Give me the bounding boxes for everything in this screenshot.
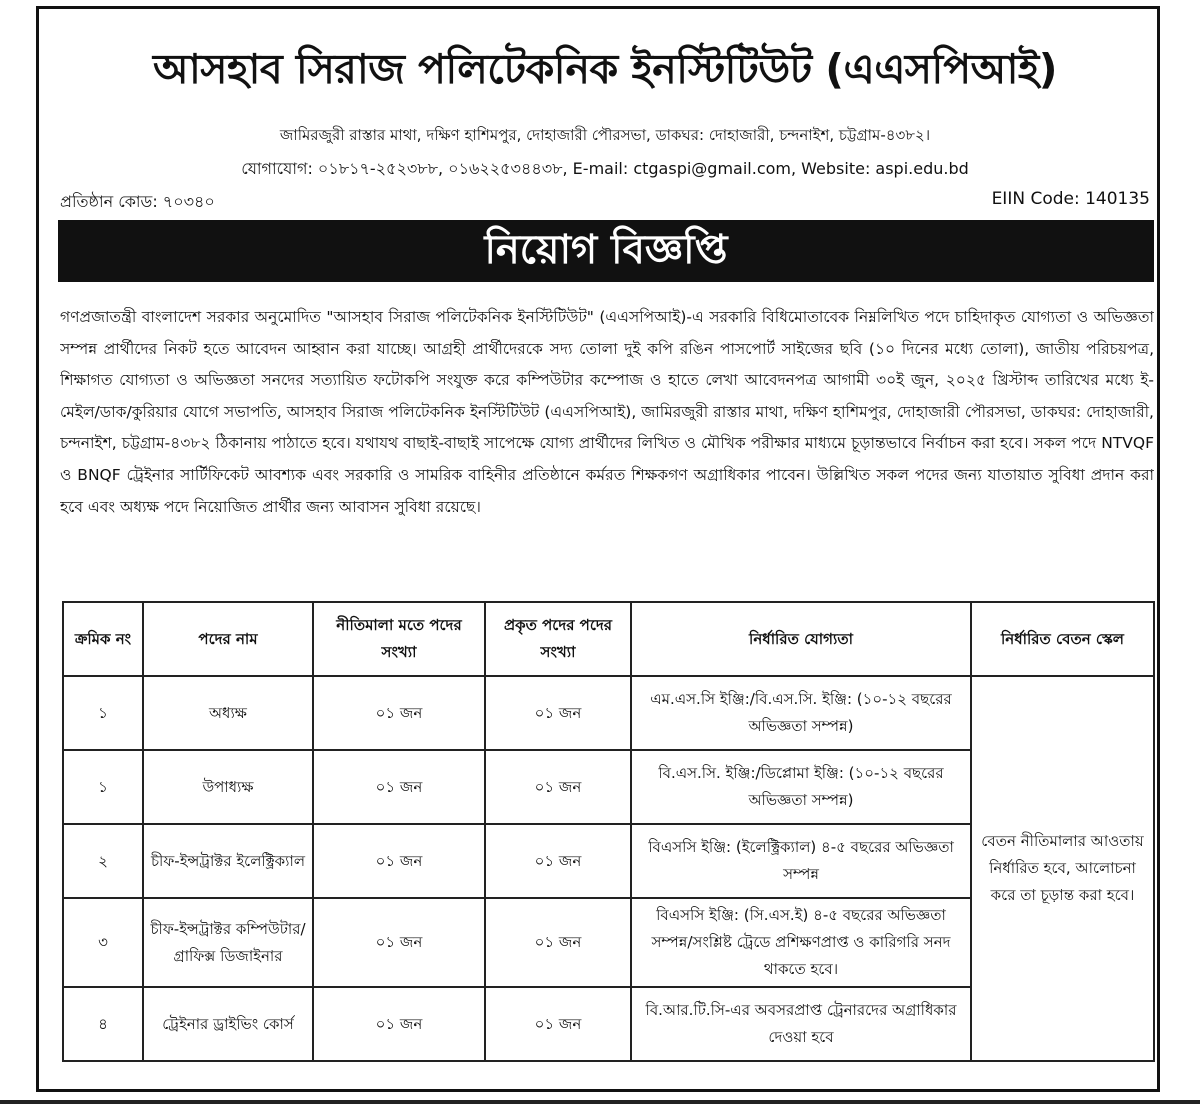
- cell-post: চীফ-ইন্সট্রাক্টর কম্পিউটার/গ্রাফিক্স ডিজাইনার: [143, 898, 313, 987]
- cell-qualification: বিএসসি ইঞ্জি: (ইলেক্ট্রিক্যাল) ৪-৫ বছরের অভিজ্ঞতা সম্পন্ন: [631, 824, 971, 898]
- cell-post: ট্রেইনার ড্রাইভিং কোর্স: [143, 987, 313, 1061]
- header-salary: নির্ধারিত বেতন স্কেল: [971, 602, 1154, 676]
- cell-policy-count: ০১ জন: [313, 987, 485, 1061]
- bottom-divider: [0, 1100, 1200, 1104]
- vacancy-table: [62, 601, 1155, 1062]
- cell-serial: ৪: [63, 987, 143, 1061]
- cell-serial: ১: [63, 676, 143, 750]
- cell-post: অধ্যক্ষ: [143, 676, 313, 750]
- cell-salary-note: বেতন নীতিমালার আওতায় নির্ধারিত হবে, আলোচনা করে তা চূড়ান্ত করা হবে।: [971, 676, 1154, 1061]
- header-post: পদের নাম: [143, 602, 313, 676]
- cell-serial: ২: [63, 824, 143, 898]
- notice-body: গণপ্রজাতন্ত্রী বাংলাদেশ সরকার অনুমোদিত "আসহাব সিরাজ পলিটেকনিক ইনস্টিটিউট" (এএসপিআই)-এ সরকারি বিধিমোতাবেক নিম্নলিখিত পদে চাহিদাকৃত যোগ্যতা ও অভিজ্ঞতা সম্পন্ন প্রার্থীদের নিকট হতে আবেদন আহ্বান করা যাচ্ছে। আগ্রহী প্রার্থীদেরকে সদ্য তোলা দুই কপি রঙিন পাসপোর্ট সাইজের ছবি (১০ দিনের মধ্যে তোলা), জাতীয় পরিচয়পত্র, শিক্ষাগত যোগ্যতা ও অভিজ্ঞতা সনদের সত্যায়িত ফটোকপি সংযুক্ত করে কম্পিউটার কম্পোজ ও হাতে লেখা আবেদনপত্র আগামী ৩০ই জুন, ২০২৫ খ্রিস্টাব্দ তারিখের মধ্যে ই-মেইল/ডাক/কুরিয়ার যোগে সভাপতি, আসহাব সিরাজ পলিটেকনিক ইনস্টিটিউট (এএসপিআই), জামিরজুরী রাস্তার মাথা, দক্ষিণ হাশিমপুর, দোহাজারী পৌরসভা, ডাকঘর: দোহাজারী, চন্দনাইশ, চট্টগ্রাম-৪৩৮২ ঠিকানায় পাঠাতে হবে। যথাযথ বাছাই-বাছাই সাপেক্ষে যোগ্য প্রার্থীদের লিখিত ও মৌখিক পরীক্ষার মাধ্যমে চূড়ান্তভাবে নির্বাচন করা হবে। সকল পদে NTVQF ও BNQF ট্রেইনার সার্টিফিকেট আবশ্যক এবং সরকারি ও সামরিক বাহিনীর প্রতিষ্ঠানে কর্মরত শিক্ষকগণ অগ্রাধিকার পাবেন। উল্লিখিত সকল পদের জন্য যাতায়াত সুবিধা প্রদান করা হবে এবং অধ্যক্ষ পদে নিয়োজিত প্রার্থীর জন্য আবাসন সুবিধা রয়েছে।: [60, 308, 1154, 516]
- cell-policy-count: ০১ জন: [313, 824, 485, 898]
- cell-policy-count: ০১ জন: [313, 750, 485, 824]
- table-row: [63, 676, 1154, 750]
- header-policy-count: নীতিমালা মতে পদের সংখ্যা: [313, 602, 485, 676]
- cell-policy-count: ০১ জন: [313, 898, 485, 987]
- cell-post: চীফ-ইন্সট্রাক্টর ইলেক্ট্রিক্যাল: [143, 824, 313, 898]
- cell-actual-count: ০১ জন: [485, 987, 631, 1061]
- institution-contact: যোগাযোগ: ০১৮১৭-২৫২৩৮৮, ০১৬২২৫৩৪৪৩৮, E-mail: ctgaspi@gmail.com, Website: aspi.edu.bd: [241, 159, 969, 178]
- table-header-row: [63, 602, 1154, 676]
- eiin-code: EIIN Code: 140135: [991, 189, 1150, 209]
- cell-actual-count: ০১ জন: [485, 750, 631, 824]
- cell-serial: ৩: [63, 898, 143, 987]
- cell-serial: ১: [63, 750, 143, 824]
- cell-qualification: এম.এস.সি ইঞ্জি:/বি.এস.সি. ইঞ্জি: (১০-১২ বছরের অভিজ্ঞতা সম্পন্ন): [631, 676, 971, 750]
- institution-title: আসহাব সিরাজ পলিটেকনিক ইনস্টিটিউট (এএসপিআই): [153, 45, 1057, 93]
- institution-address: জামিরজুরী রাস্তার মাথা, দক্ষিণ হাশিমপুর, দোহাজারী পৌরসভা, ডাকঘর: দোহাজারী, চন্দনাইশ, চট্টগ্রাম-৪৩৮২।: [279, 126, 931, 144]
- cell-actual-count: ০১ জন: [485, 898, 631, 987]
- cell-post: উপাধ্যক্ষ: [143, 750, 313, 824]
- header-serial: ক্রমিক নং: [63, 602, 143, 676]
- cell-qualification: বি.এস.সি. ইঞ্জি:/ডিপ্লোমা ইঞ্জি: (১০-১২ বছরের অভিজ্ঞতা সম্পন্ন): [631, 750, 971, 824]
- institution-code: প্রতিষ্ঠান কোড: ৭০৩৪০: [60, 192, 215, 211]
- cell-qualification: বি.আর.টি.সি-এর অবসরপ্রাপ্ত ট্রেনারদের অগ্রাধিকার দেওয়া হবে: [631, 987, 971, 1061]
- cell-qualification: বিএসসি ইঞ্জি: (সি.এস.ই) ৪-৫ বছরের অভিজ্ঞতা সম্পন্ন/সংশ্লিষ্ট ট্রেডে প্রশিক্ষণপ্রাপ্ত ও কারিগরি সনদ থাকতে হবে।: [631, 898, 971, 987]
- header-actual-count: প্রকৃত পদের পদের সংখ্যা: [485, 602, 631, 676]
- notice-banner-title: নিয়োগ বিজ্ঞপ্তি: [484, 226, 728, 273]
- header-qualification: নির্ধারিত যোগ্যতা: [631, 602, 971, 676]
- cell-actual-count: ০১ জন: [485, 824, 631, 898]
- cell-policy-count: ০১ জন: [313, 676, 485, 750]
- cell-actual-count: ০১ জন: [485, 676, 631, 750]
- notice-banner: [58, 220, 1154, 282]
